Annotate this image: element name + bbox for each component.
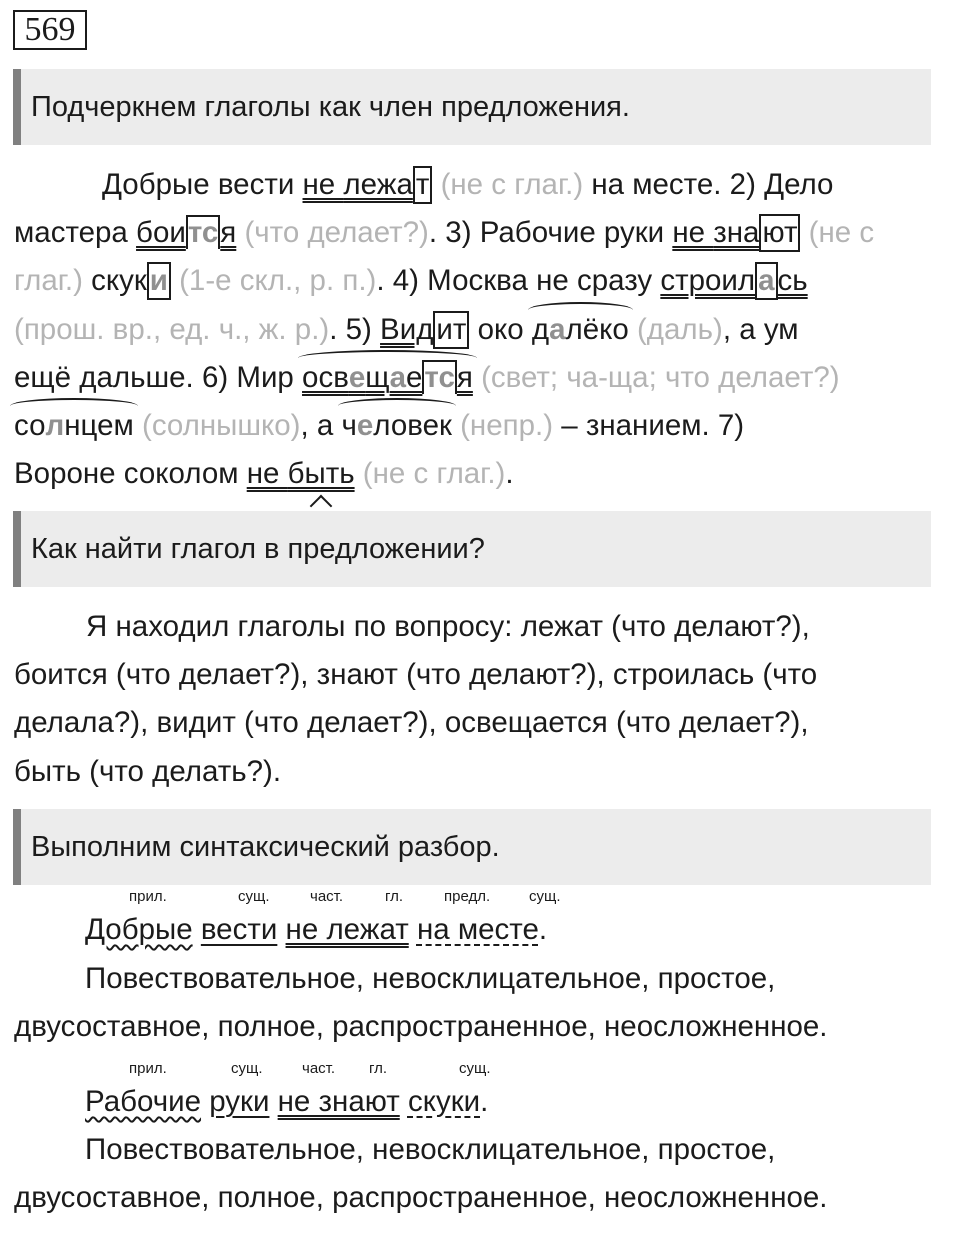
pos-label: сущ.: [231, 1060, 263, 1077]
banner-text: Выполним синтаксический разбор.: [31, 830, 500, 863]
analysis-line-6: солнцем (солнышко), а человек (непр.) – знанием. 7): [14, 402, 944, 450]
banner-text: Как найти глагол в предложении?: [31, 532, 485, 565]
analysis-line-5: ещё дальше. 6) Мир освещается (свет; ча-ща; что делает?): [14, 354, 944, 402]
section-banner-syntax: [13, 809, 931, 885]
exercise-number: 569: [13, 10, 87, 50]
find-line-2: боится (что делает?), знают (что делают?), строилась (что: [14, 658, 818, 692]
suffix-mark: тс: [187, 216, 219, 250]
pos-label: част.: [302, 1060, 336, 1077]
ending-box: т: [413, 166, 433, 204]
stress-arc: человек: [342, 402, 452, 450]
section-banner-find-verb: [13, 511, 931, 587]
roof-mark: быть: [288, 450, 355, 498]
analysis-line-1: Добрые вести не лежа т (не с глаг.) на месте. 2) Дело: [14, 161, 944, 209]
pos-label: гл.: [369, 1060, 388, 1077]
pos-label: сущ.: [529, 888, 561, 905]
find-paragraph: [14, 603, 944, 796]
ending-box: ют: [759, 214, 800, 252]
pos-label: част.: [310, 888, 344, 905]
parse1-desc-2: двусоставное, полное, распространенное, неосложненное.: [14, 1010, 828, 1043]
stress-arc: освещается: [302, 354, 473, 402]
parse1-desc-1: Повествовательное, невосклицательное, простое,: [85, 962, 776, 995]
analysis-line-7: Вороне соколом не быть (не с глаг.).: [14, 450, 944, 498]
pos-label: гл.: [385, 888, 404, 905]
banner-text: Подчеркнем глаголы как член предложения.: [31, 90, 630, 123]
pos-label: сущ.: [238, 888, 270, 905]
find-line-3: делала?), видит (что делает?), освещается (что делает?),: [14, 706, 809, 740]
analysis-line-3: глаг.) скук и (1-е скл., р. п.). 4) Москва не сразу строил а сь: [14, 257, 944, 305]
parse1-sentence: Добрые вести не лежат на месте.: [85, 913, 548, 946]
parse2-desc-1: Повествовательное, невосклицательное, простое,: [85, 1133, 776, 1166]
ending-box: и: [147, 262, 171, 300]
suffix-mark: тс: [424, 360, 455, 394]
ending-box: а: [755, 262, 777, 300]
stress-arc: далёко: [532, 306, 629, 354]
pos-label: предл.: [444, 888, 491, 905]
stress-arc: солнцем: [14, 402, 134, 450]
find-line-1: Я находил глаголы по вопросу: лежат (что делают?),: [86, 610, 810, 643]
analysis-paragraph: [14, 161, 944, 498]
pos-label: прил.: [129, 888, 167, 905]
find-line-4: быть (что делать?).: [14, 754, 282, 788]
analysis-line-4: (прош. вр., ед. ч., ж. р.). 5) Вид ит око далёко (даль), а ум: [14, 306, 944, 354]
ending-box: ит: [433, 311, 469, 349]
parse2-sentence: Рабочие руки не знают скуки.: [85, 1085, 489, 1118]
section-banner-underline-verbs: [13, 69, 931, 145]
pos-label: сущ.: [459, 1060, 491, 1077]
pos-label: прил.: [129, 1060, 167, 1077]
parse2-desc-2: двусоставное, полное, распространенное, неосложненное.: [14, 1181, 828, 1214]
analysis-line-2: мастера боится (что делает?). 3) Рабочие руки не зна ют (не с: [14, 209, 944, 257]
